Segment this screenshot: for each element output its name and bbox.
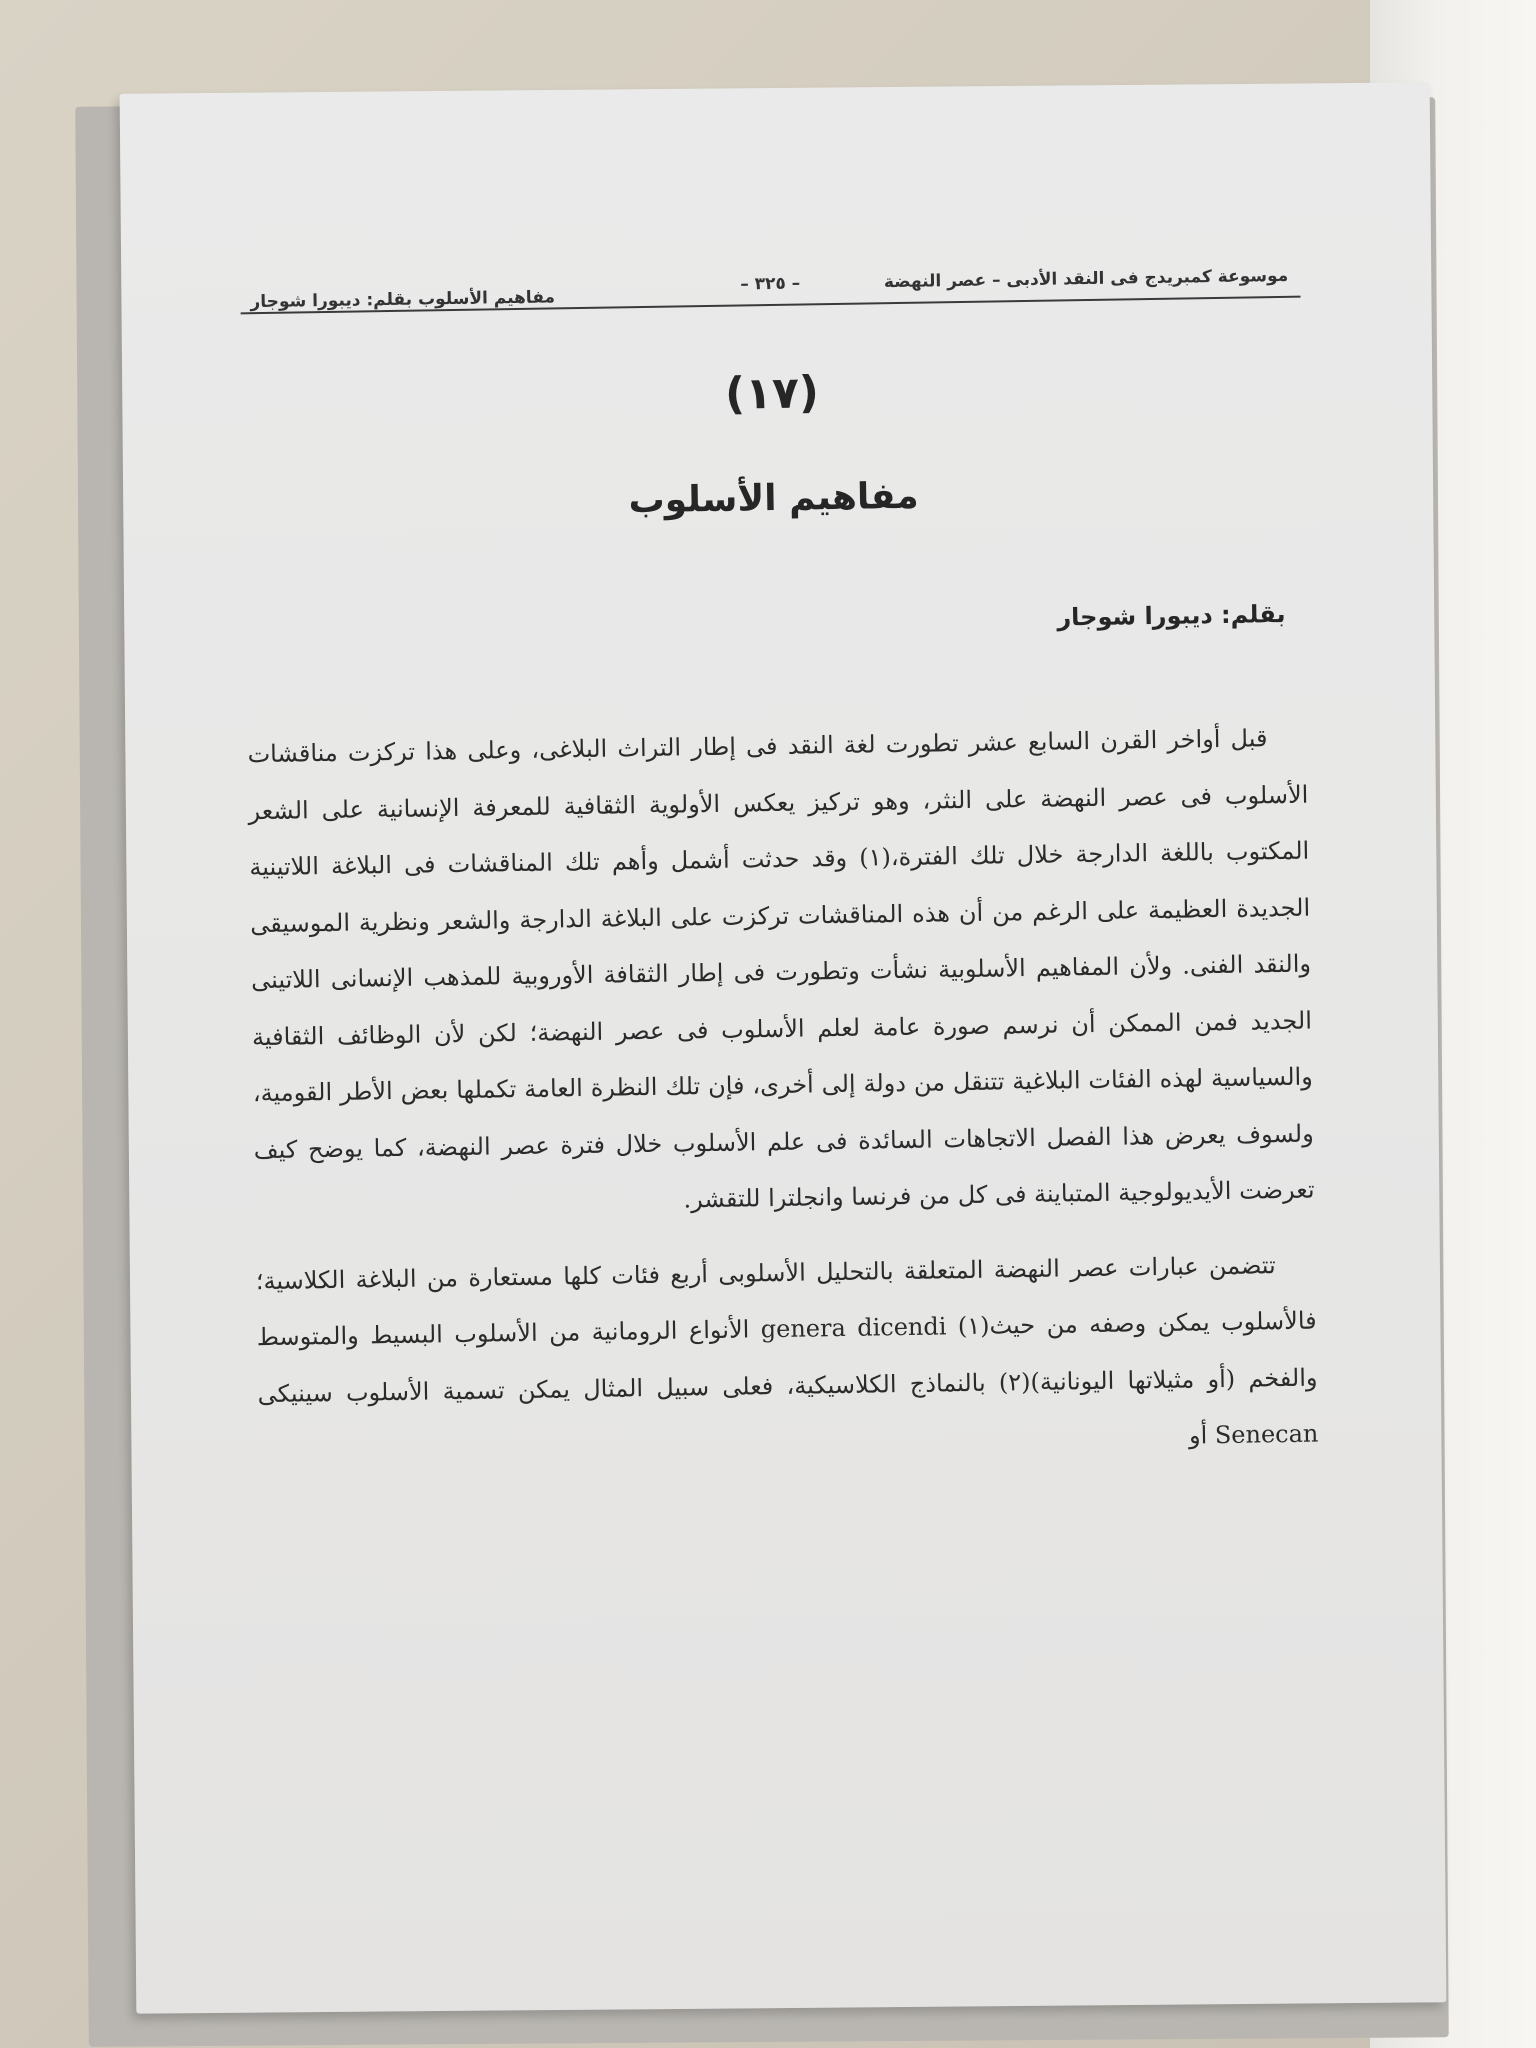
body-text (247, 710, 1319, 1479)
page-content (240, 260, 1322, 1696)
paragraph: تتضمن عبارات عصر النهضة المتعلقة بالتحليل الأسلوبى أربع فئات كلها مستعارة من البلاغة الكلاسية؛ فالأسلوب يمكن وصفه من حيث(١) genera dicendi الأنواع الرومانية من الأسلوب البسيط والمتوسط والفخم (أو مثيلاتها اليونانية)(٢) بالنماذج الكلاسيكية، فعلى سبيل المثال يمكن تسمية الأسلوب سينيكى Senecan أو (255, 1250, 1319, 1450)
page-number: – ٣٢٥ – (740, 273, 801, 295)
chapter-title: مفاهيم الأسلوب (628, 475, 919, 522)
running-header-book-title: موسوعة كمبريدج فى النقد الأدبى – عصر النهضة (883, 265, 1289, 293)
author-byline: بقلم: ديبورا شوجار (1057, 599, 1286, 632)
chapter-number: (١٧) (724, 367, 820, 420)
paragraph: قبل أواخر القرن السابع عشر تطورت لغة النقد فى إطار التراث البلاغى، وعلى هذا تركزت مناقشات الأسلوب فى عصر النهضة على النثر، وهو تركيز يعكس الأولوية الثقافية للمعرفة الإنسانية على الشعر المكتوب باللغة الدارجة خلال تلك الفترة،(١) وقد حدثت أشمل وأهم تلك المناقشات فى البلاغة اللاتينية الجديدة العظيمة على الرغم من أن هذه المناقشات تركزت على البلاغة الدارجة والشعر ونظرية الموسيقى والنقد الفنى. ولأن المفاهيم الأسلوبية نشأت وتطورت فى إطار الثقافة الأوروبية للمذهب الإنسانى اللاتينى الجديد فمن الممكن أن نرسم صورة عامة لعلم الأسلوب فى عصر النهضة؛ لكن لأن الوظائف الثقافية والسياسية لهذه الفئات البلاغية تتنقل من دولة إلى أخرى، فإن تلك النظرة العامة تكملها بعض الأطر القومية، ولسوف يعرض هذا الفصل الاتجاهات السائدة فى علم الأسلوب خلال فترة عصر النهضة، كما يوضح كيف تعرضت الأيديولوجية المتباينة فى كل من فرنسا وانجلترا للتقشر. (247, 724, 1315, 1214)
running-header-chapter: مفاهيم الأسلوب بقلم: ديبورا شوجار (250, 287, 556, 313)
